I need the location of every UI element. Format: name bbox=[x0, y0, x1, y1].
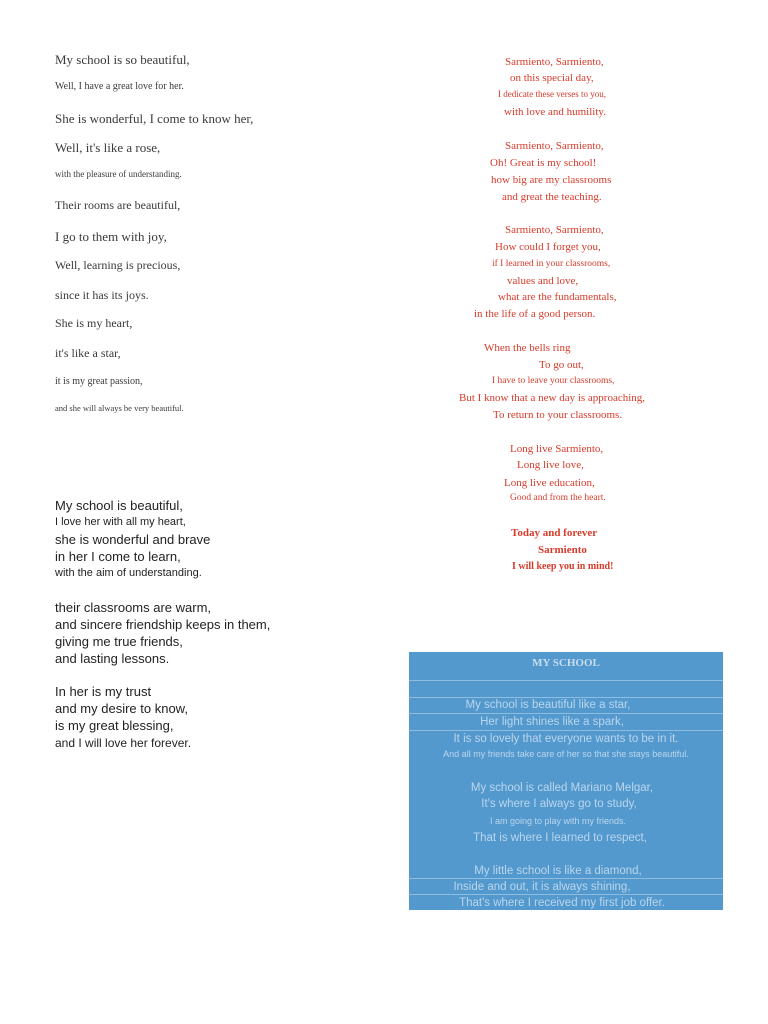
row-rule bbox=[409, 713, 723, 714]
poem-line: their classrooms are warm, bbox=[55, 600, 212, 615]
row-rule bbox=[409, 878, 723, 879]
poem-line: giving me true friends, bbox=[55, 634, 183, 649]
poem-line: Sarmiento bbox=[538, 544, 587, 556]
poem-line: what are the fundamentals, bbox=[498, 291, 617, 303]
poem-line: But I know that a new day is approaching, bbox=[459, 392, 646, 404]
poem-line: with love and humility. bbox=[504, 106, 606, 118]
poem-line: Long live Sarmiento, bbox=[510, 443, 604, 455]
poem-line: and I will love her forever. bbox=[55, 736, 192, 750]
poem-line: To return to your classrooms. bbox=[493, 409, 623, 421]
poem-line: In her is my trust bbox=[55, 684, 152, 699]
poem-line: She is my heart, bbox=[55, 316, 133, 330]
my-school-blue-box bbox=[409, 652, 723, 910]
poem-line: Long live education, bbox=[504, 477, 595, 489]
poem-line: And all my friends take care of her so that she stays beautiful. bbox=[443, 749, 689, 759]
poem-line: values and love, bbox=[507, 275, 579, 287]
row-rule bbox=[409, 680, 723, 681]
poem-line: I go to them with joy, bbox=[55, 229, 167, 244]
poem-line: I am going to play with my friends. bbox=[489, 816, 627, 826]
poem-line: and my desire to know, bbox=[55, 701, 188, 716]
poem-line: is my great blessing, bbox=[55, 718, 174, 733]
poem-line: Good and from the heart. bbox=[510, 493, 606, 503]
row-rule bbox=[409, 697, 723, 698]
poem-line: I will keep you in mind! bbox=[512, 561, 614, 572]
poem-line: It's where I always go to study, bbox=[481, 798, 637, 810]
poem-line: I love her with all my heart, bbox=[55, 516, 186, 528]
poem-line: and she will always be very beautiful. bbox=[55, 403, 184, 413]
poem-line: My school is beautiful, bbox=[55, 498, 183, 513]
poem-line: When the bells ring bbox=[484, 342, 571, 354]
box-title: MY SCHOOL bbox=[532, 657, 600, 669]
poem-line: Long live love, bbox=[517, 459, 584, 471]
row-rule bbox=[409, 894, 723, 895]
poem-line: It is so lovely that everyone wants to be in it. bbox=[453, 733, 679, 745]
poem-line: in her I come to learn, bbox=[55, 549, 181, 564]
poem-line: with the pleasure of understanding. bbox=[55, 169, 182, 179]
poem-line: My school is so beautiful, bbox=[55, 52, 190, 67]
poem-line: Well, I have a great love for her. bbox=[55, 81, 184, 92]
poem-line: how big are my classrooms bbox=[491, 174, 612, 186]
poem-line: To go out, bbox=[539, 359, 584, 371]
poem-line: and lasting lessons. bbox=[55, 651, 170, 666]
poem-line: That is where I learned to respect, bbox=[473, 832, 647, 844]
row-rule bbox=[409, 730, 723, 731]
poem-line: My little school is like a diamond, bbox=[474, 865, 642, 877]
poem-line: How could I forget you, bbox=[495, 241, 601, 253]
poem-line: since it has its joys. bbox=[55, 288, 149, 302]
poem-line: Her light shines like a spark, bbox=[480, 716, 624, 728]
poem-line: Oh! Great is my school! bbox=[490, 157, 597, 169]
poem-line: she is wonderful and brave bbox=[55, 532, 211, 547]
poem-line: Well, learning is precious, bbox=[55, 258, 181, 272]
poem-line: Sarmiento, Sarmiento, bbox=[505, 224, 604, 236]
poem-line: and great the teaching. bbox=[502, 191, 602, 203]
poem-line: in the life of a good person. bbox=[474, 308, 596, 320]
poem-line: Sarmiento, Sarmiento, bbox=[505, 56, 604, 68]
poem-line: I dedicate these verses to you, bbox=[498, 89, 606, 99]
poem-line: it is my great passion, bbox=[55, 376, 143, 387]
poem-line: Their rooms are beautiful, bbox=[55, 198, 181, 212]
poem-line: Inside and out, it is always shining, bbox=[453, 881, 631, 893]
poem-line: Sarmiento, Sarmiento, bbox=[505, 140, 604, 152]
poem-line: it's like a star, bbox=[55, 346, 121, 360]
poem-line: and sincere friendship keeps in them, bbox=[55, 617, 271, 632]
poem-line: Today and forever bbox=[511, 527, 598, 539]
poem-line: Well, it's like a rose, bbox=[55, 140, 161, 155]
poem-line: My school is called Mariano Melgar, bbox=[470, 782, 654, 794]
poem-line: on this special day, bbox=[510, 72, 594, 84]
poem-line: I have to leave your classrooms, bbox=[492, 376, 615, 386]
poem-line: That's where I received my first job offer. bbox=[459, 897, 665, 909]
poem-line: My school is beautiful like a star, bbox=[465, 699, 631, 711]
poem-line: with the aim of understanding. bbox=[55, 567, 202, 579]
poem-line: if I learned in your classrooms, bbox=[492, 259, 611, 269]
poem-line: She is wonderful, I come to know her, bbox=[55, 111, 254, 126]
